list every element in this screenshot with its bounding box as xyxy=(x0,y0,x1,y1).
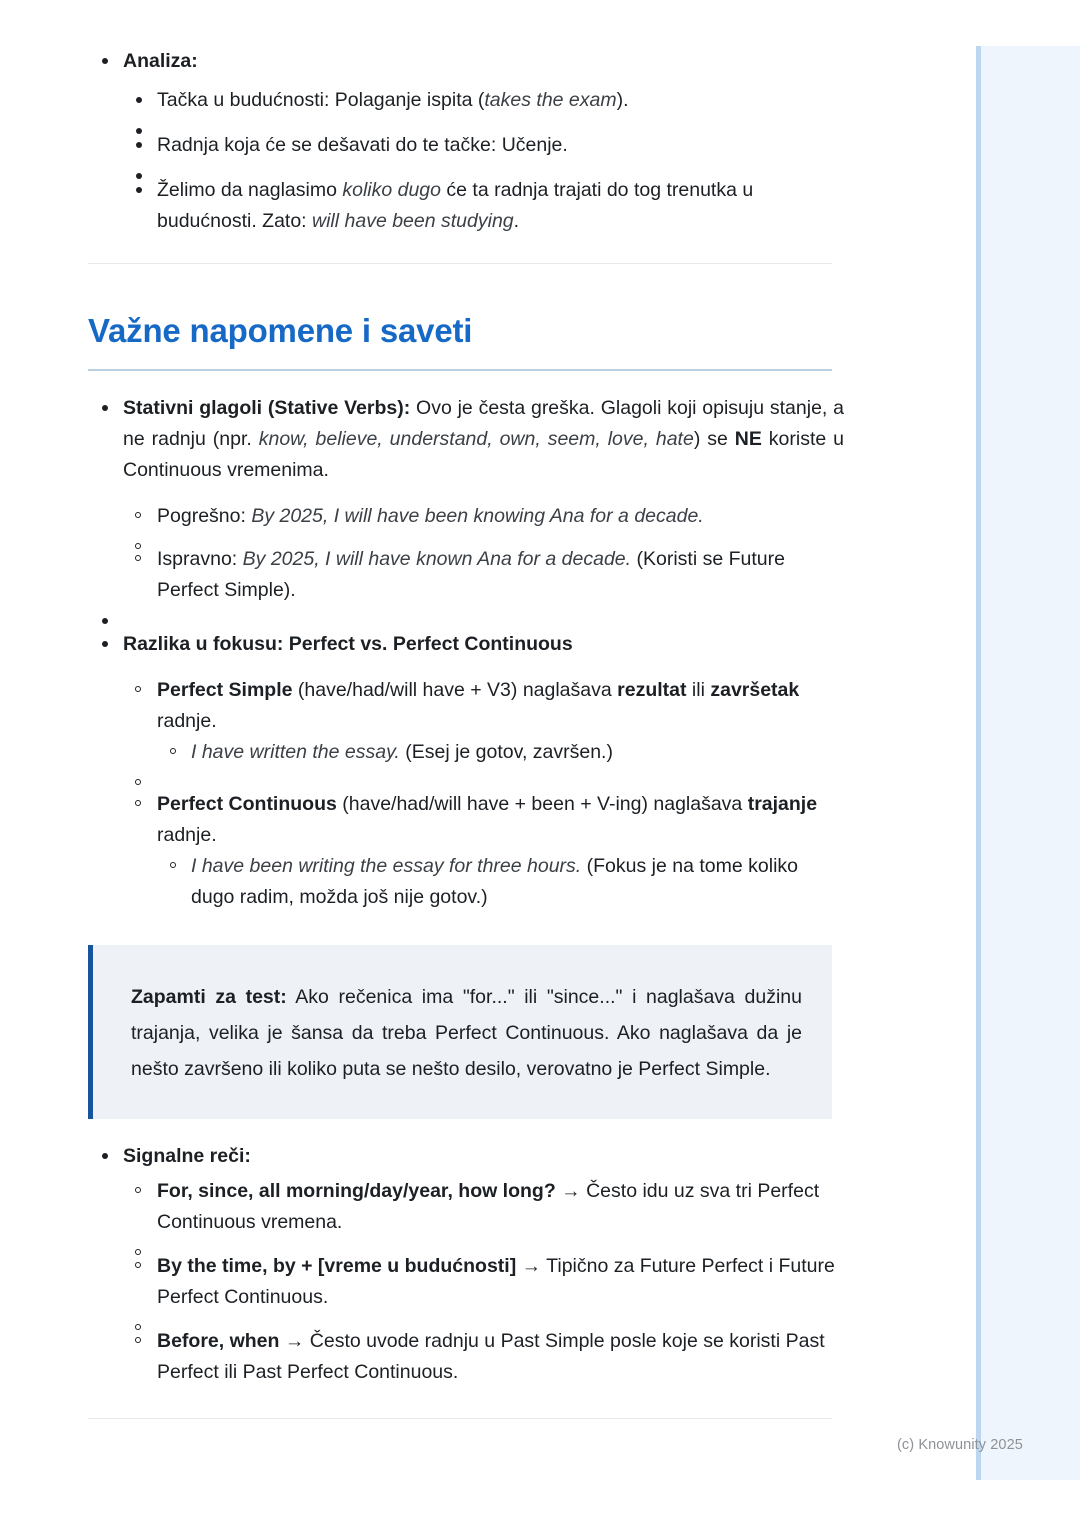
perfect-continuous-description: Perfect Continuous (have/had/will have + been + V-ing) naglašava trajanje radnje. xyxy=(157,793,818,847)
copyright-watermark: (c) Knowunity 2025 xyxy=(897,1437,1023,1453)
stative-verbs-paragraph: Stativni glagoli (Stative Verbs): Ovo je česta greška. Glagoli koji opisuju stanje, a ne radnju (npr. know, believe, understand, own, seem, love, hate) se NE koriste u Continuous vremenima. xyxy=(123,397,844,482)
spacer xyxy=(123,77,844,85)
list-item xyxy=(123,85,844,116)
analysis-point-3: Želimo da naglasimo koliko dugo će ta radnja trajati do tog trenutka u budućnosti. Zato: will have been studying. xyxy=(157,179,754,232)
list-item xyxy=(123,789,844,913)
list-item xyxy=(123,1326,844,1388)
spacer xyxy=(123,768,844,789)
analysis-heading: Analiza: xyxy=(123,50,198,72)
list-item-analiza xyxy=(88,46,844,237)
example-wrong: Pogrešno: By 2025, I will have been knowing Ana for a decade. xyxy=(157,505,704,528)
focus-difference-list xyxy=(123,675,844,913)
spacer xyxy=(123,1313,844,1326)
exam-tip-text: Zapamti za test: Ako rečenica ima "for..." ili "since..." i naglašava dužinu trajanja, velika je šansa da treba Perfect Continuous. Ako naglašava da je nešto završeno ili koliko puta se nešto desilo, verovatno je Perfect Simple. xyxy=(131,986,802,1081)
perfect-simple-examples xyxy=(157,737,844,768)
spacer xyxy=(123,116,844,130)
list-item xyxy=(157,737,844,768)
signal-word-1: For, since, all morning/day/year, how long? → Često idu uz sva tri Perfect Continuous vremena. xyxy=(157,1180,820,1234)
spacer xyxy=(88,371,844,393)
signal-words-sublist xyxy=(123,1176,844,1388)
signal-word-2: By the time, by + [vreme u budućnosti] → Tipično za Future Perfect i Future Perfect Continuous. xyxy=(157,1255,835,1309)
analysis-sublist xyxy=(123,85,844,237)
list-item xyxy=(157,851,844,913)
example-correct: Ispravno: By 2025, I will have known Ana for a decade. (Koristi se Future Perfect Simple). xyxy=(157,548,785,602)
list-item-signal-words xyxy=(88,1141,844,1388)
spacer xyxy=(123,532,844,544)
spacer xyxy=(88,1119,844,1141)
analysis-point-1: Tačka u budućnosti: Polaganje ispita (takes the exam). xyxy=(157,89,629,111)
analysis-list xyxy=(88,46,844,237)
list-item-focus-difference xyxy=(88,629,844,913)
notes-list xyxy=(88,393,844,913)
list-item-stative-verbs xyxy=(88,393,844,606)
list-item xyxy=(123,1251,844,1313)
spacer xyxy=(123,660,844,675)
perfect-continuous-example: I have been writing the essay for three hours. (Fokus je na tome koliko dugo radim, možda još nije gotov.) xyxy=(191,855,798,909)
spacer xyxy=(123,161,844,175)
stative-verbs-examples xyxy=(123,501,844,606)
signal-words-list xyxy=(88,1141,844,1388)
perfect-continuous-examples xyxy=(157,851,844,913)
perfect-simple-description: Perfect Simple (have/had/will have + V3) naglašava rezultat ili završetak radnje. xyxy=(157,679,800,733)
list-item xyxy=(123,501,844,532)
page-edge-strip-line xyxy=(976,46,981,1480)
perfect-simple-example: I have written the essay. (Esej je gotov, završen.) xyxy=(191,741,613,764)
page-title: Važne napomene i saveti xyxy=(88,312,473,349)
list-item xyxy=(123,1176,844,1238)
list-item xyxy=(123,130,844,161)
signal-word-3: Before, when → Često uvode radnju u Past Simple posle koje se koristi Past Perfect ili Past Perfect Continuous. xyxy=(157,1330,825,1384)
exam-tip-callout xyxy=(88,945,832,1119)
focus-difference-heading: Razlika u fokusu: Perfect vs. Perfect Continuous xyxy=(123,633,573,656)
signal-words-heading: Signalne reči: xyxy=(123,1145,251,1168)
list-item xyxy=(123,175,844,237)
list-item xyxy=(123,675,844,768)
spacer xyxy=(123,1238,844,1251)
list-item xyxy=(123,544,844,606)
page-edge-strip xyxy=(976,46,1080,1480)
spacer xyxy=(123,486,844,501)
section-divider-top xyxy=(88,263,832,264)
section-divider-bottom xyxy=(88,1418,832,1419)
analysis-point-2: Radnja koja će se dešavati do te tačke: Učenje. xyxy=(157,134,568,156)
spacer xyxy=(88,606,844,629)
